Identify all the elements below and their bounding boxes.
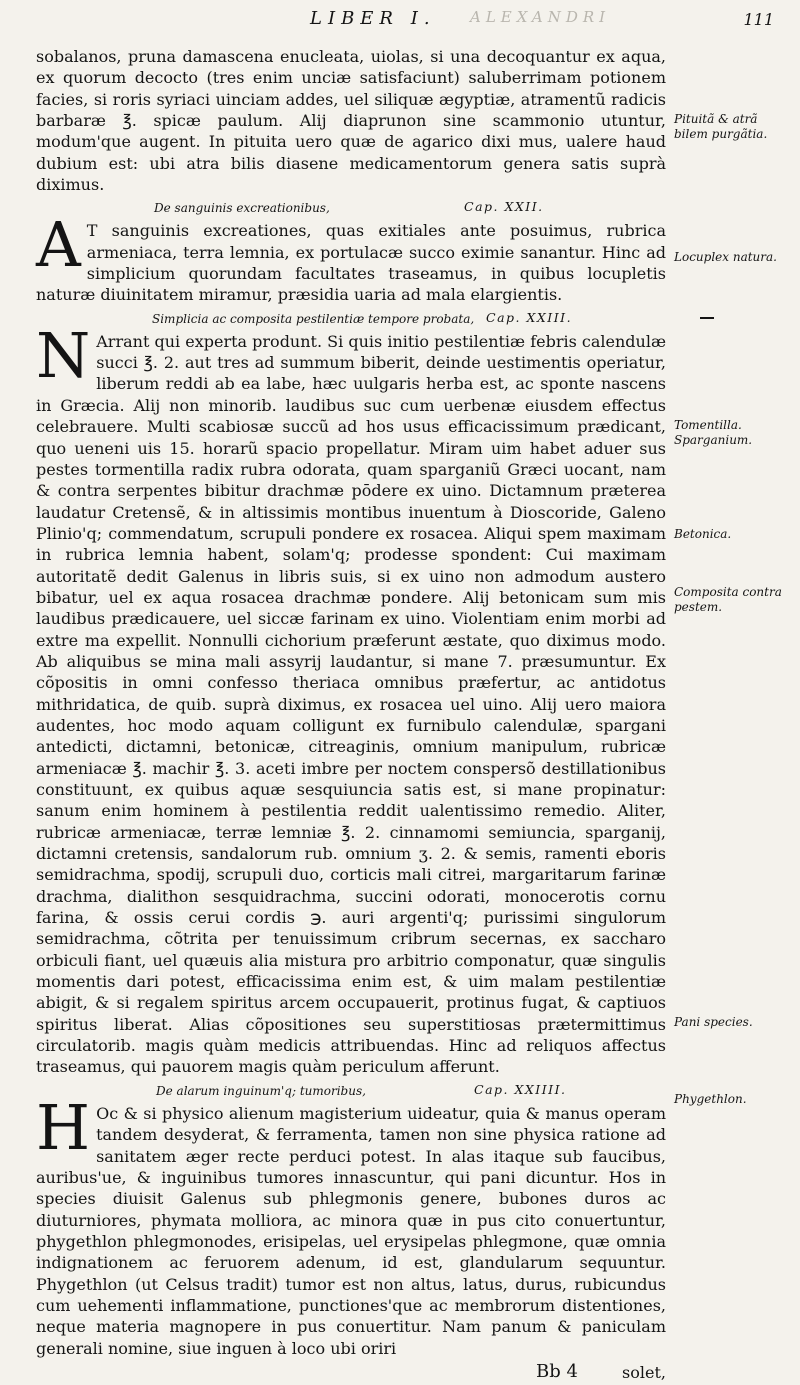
- page-number: 111: [743, 10, 774, 29]
- chapter-heading-22: [36, 196, 666, 219]
- catchword: solet,: [622, 1362, 666, 1382]
- margin-dash: [700, 317, 714, 319]
- drop-cap: A: [36, 208, 81, 282]
- paragraph-text: T sanguinis excreationes, quas exitiales ante posuimus, rubrica armeniaca, terra lemnia, ex portulacæ succo eximie sanantur. Hinc ad simplicium quorundam facultates traseamus, in quibus locupletis naturæ diuinitatem miramur, præsidia uaria ad mala elargientis.: [36, 221, 666, 305]
- running-head: [40, 6, 790, 36]
- paragraph-continued: sobalanos, pruna damascena enucleata, uiolas, si una decoquantur ex aqua, ex quorum decocto (tres enim unciæ satisfaciunt) saluberrimam potionem facies, si roris syriaci uinciam addes, uel siliquæ ægyptiæ, atramentũ radicis barbaræ ℥. spicæ paulum. Alij diaprunon sine scammonio utuntur, modum'que augent. In pituita uero quæ de agarico dixi mus, ualere haud dubium est: ubi atra bilis diasene medicamentorum genera satis suprà diximus.: [36, 47, 666, 195]
- chapter-number: Cap. XXII.: [464, 199, 544, 215]
- signature-mark: Bb 4: [536, 1360, 578, 1382]
- chapter-title: De alarum inguinum'q; tumoribus,: [156, 1083, 366, 1098]
- margin-note: Pituitã & atrã bilem purgãtia.: [674, 112, 768, 141]
- paragraph-text: Oc & si physico alienum magisterium uideatur, quia & manus operam tandem desyderat, & ferramenta, tamen non sine physica ratione ad sanitatem æger recte perduci potest. In alas itaque sub faucibus, auribus'ue, & inguinibus tumores innascuntur, qui pani dicuntur. Hos in species diuisit Galenus sub phlegmonis genere, bubones duros ac diuturniores, phymata molliora, ac minora quæ in pus cito conuertuntur, phygethlon phlegmonodes, erisipelas, uel erysipelas phlegmone, quæ omnia indignationem ac feruorem adenum, id est, glandularum sequuntur. Phygethlon (ut Celsus tradit) tumor est non altus, latus, durus, rubicundus cum uehementi inflammatione, punctiones'que ac membrorum distentiones, neque materia magnopere in pus conuertitur. Nam panum & paniculam generali nomine, siue inguen à loco ubi oriri: [36, 1103, 666, 1358]
- margin-note: Tomentilla. Sparganium.: [674, 418, 753, 447]
- chapter-number: Cap. XXIII.: [486, 309, 573, 325]
- paragraph-text: Arrant qui experta produnt. Si quis initio pestilentiæ febris calendulæ succi ℥. 2. aut tres ad summum biberit, deinde uestimentis operiatur, liberum reddi ab ea labe, hæc uulgaris herba est, ac sponte nascens in Græcia. Alij non minorib. laudibus suc cum uerbenæ eiusdem effectus celebrauere. Multi scabiosæ succũ ad hos usus efficacissimum prædicant, quo ueneni uis 15. horarũ spacio propellatur. Miram uim habet aduer sus pestes tormentilla radix rubra odorata, quam sparganiũ Græci uocant, nam & contra serpentes bibitur drachmæ pōdere ex uino. Dictamnum præterea laudatur Cretensẽ, & in altissimis montibus inuentum à Dioscoride, Galeno Plinio'q; commendatum, scrupuli pondere ex rosacea. Aliqui spem maximam in rubrica lemnia habent, solam'q; prodesse spondent: Cui maximam autoritatẽ dedit Galenus in libris suis, si ex uino non admodum austero bibatur, uel ex aqua rosacea drachmæ pondere. Alij betonicam sum mis laudibus prædicauere, uel siccæ farinam ex uino. Violentiam enim morbi ad extre ma expellit. Nonnulli cichorium præferunt æstate, quo diximus modo. Ab aliquibus se mina mali assyrij laudantur, si mane 7. præsumuntur. Ex cõpositis in omni confesso theriaca omnibus præfertur, ac antidotus mithridatica, de quib. suprà diximus, ex rosacea uel uino. Alij uero maiora audentes, hoc modo aquam colligunt ex furnibulo calendulæ, spargani antedicti, dictamni, betonicæ, citreaginis, omnium manipulum, rubricæ armeniacæ ℥. machir ℥. 3. aceti imbre per noctem conspersõ destillationibus constituunt, ex quibus aquæ sesquiuncia satis est, si mane propinatur: sanum enim hominem à pestilentia reddit ualentissimo remedio. Aliter, rubricæ armeniacæ, terræ lemniæ ℥. 2. cinnamomi semiuncia, sparganij, dictamni cretensis, sandalorum rub. omnium ʒ. 2. & semis, ramenti eboris semidrachma, spodij, scrupuli duo, corticis mali citrei, margaritarum farinæ drachma, dialithon sesquidrachma, succini odorati, monocerotis cornu farina, & ossis cerui cordis ℈. auri argenti'q; purissimi singulorum semidrachma, cõtrita per tenuissimum cribrum secernas, ex saccharo orbiculi fiant, uel quæuis alia mistura pro arbitrio componatur, quæ singulis momentis dari potest, efficacissima enim est, & uim malam pestilentiæ abigit, & si regalem spiritus arcem occupauerit, protinus fugat, & captiuos spiritus liberat. Alias cõpositiones seu superstitiosas prætermittimus circulatorib. magis quàm medicis attribuendas. Hinc ad reliquos affectus traseamus, qui pauorem magis quàm periculum afferunt.: [36, 331, 666, 1077]
- signature-line: [36, 1359, 666, 1385]
- chapter-heading-24: [36, 1079, 666, 1102]
- margin-note: Phygethlon.: [674, 1092, 747, 1106]
- chapter-title: Simplicia ac composita pestilentiæ tempore probata,: [152, 311, 475, 326]
- chapter-number: Cap. XXIIII.: [474, 1081, 567, 1097]
- show-through-text: ALEXANDRI: [470, 8, 611, 26]
- margin-note: Betonica.: [674, 527, 732, 541]
- chapter-title: De sanguinis excreationibus,: [154, 201, 330, 216]
- chapter-heading-23: [36, 307, 666, 330]
- text-block: [36, 46, 666, 1385]
- margin-note: Composita contra pestem.: [674, 585, 782, 614]
- margin-note: Pani species.: [674, 1015, 753, 1029]
- drop-cap: N: [36, 318, 91, 392]
- running-title: LIBER I.: [310, 8, 436, 29]
- margin-note: Locuplex natura.: [674, 250, 777, 264]
- drop-cap: H: [36, 1090, 91, 1164]
